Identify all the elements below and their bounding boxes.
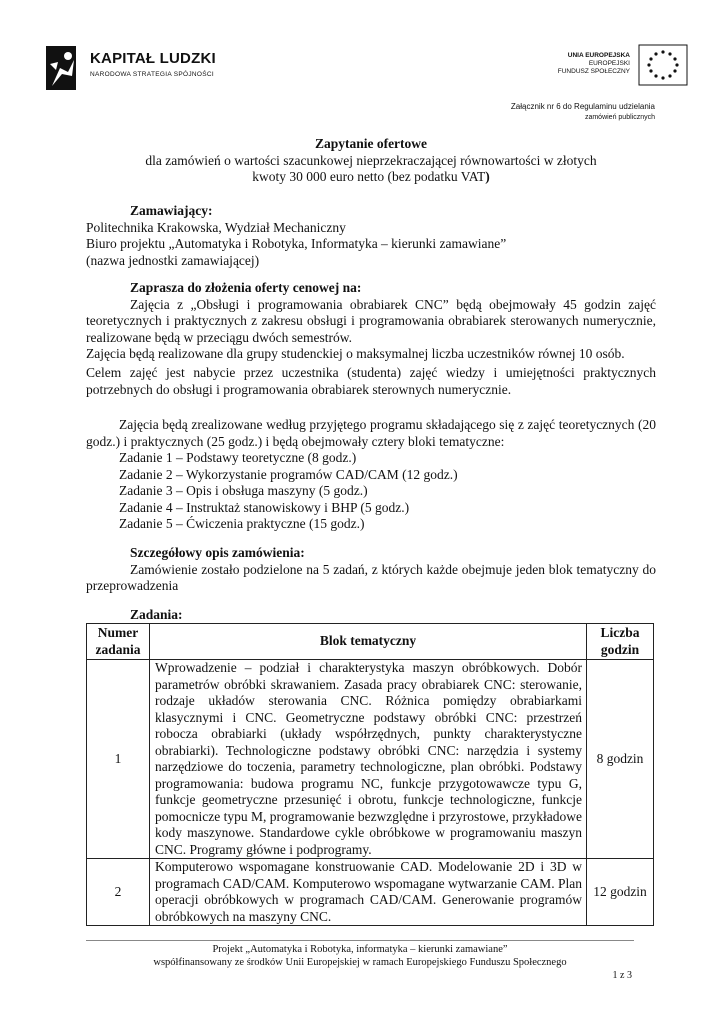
title-line-2: dla zamówień o wartości szacunkowej nieprzekraczającej równowartości w złotych: [145, 152, 597, 168]
client-heading: Zamawiający:: [130, 203, 213, 218]
row-description: Wprowadzenie – podział i charakterystyka maszyn obróbkowych. Dobór parametrów obróbki skrawaniem. Zasada pracy obrabiarek CNC: sterowanie, rodzaje układów sterowania CNC. Różnica pomiędzy obrabiarkami klasycznymi i CNC. Geometryczne podstawy obróbki CNC: przestrzeń robocza obrabiarki (układy współrzędnych, punkty charakterystyczne obrabiarki). Technologiczne podstawy obróbki CNC: narzędzia i systemy narzędziowe do toczenia, parametry technologiczne, plan obróbki. Podstawy programowania: budowa programu NC, funkcje przygotowawcze typu G, funkcje geometryczne przesunięć i obrotu, funkcje technologiczne, funkcje pomocnicze typu M, programowanie bezwzględne i przyrostowe, przykładowe kody maszynowe. Standardowe cykle obróbkowe w programowaniu maszyn CNC. Programy główne i podprogramy.: [150, 660, 587, 859]
table-header-row: [87, 624, 654, 660]
invitation-para-3: Celem zajęć jest nabycie przez uczestnika (studenta) zajęć wiedzy i umiejętności praktycznych potrzebnych do obsługi i programowania obrabiarek sterownych numerycznie.: [86, 365, 656, 397]
header-number-l2: zadania: [95, 641, 141, 657]
title-line-3-paren: ): [485, 169, 490, 184]
table-row: [87, 859, 654, 926]
program-task-item: Zadanie 2 – Wykorzystanie programów CAD/CAM (12 godz.): [119, 466, 458, 482]
header-hours-l2: godzin: [600, 641, 640, 657]
kapital-ludzki-title: KAPITAŁ LUDZKI: [90, 50, 216, 67]
program-task-item: Zadanie 5 – Ćwiczenia praktyczne (15 godz.): [119, 516, 365, 531]
annex-note: [511, 101, 655, 123]
annex-line-1: Załącznik nr 6 do Regulaminu udzielania: [510, 102, 655, 111]
row-hours: 8 godzin: [587, 660, 654, 859]
table-heading: Zadania:: [130, 607, 183, 622]
footer-line-2: współfinansowany ze środków Unii Europejskiej w ramach Europejskiego Funduszu Społecznego: [153, 957, 567, 968]
row-hours: 12 godzin: [587, 859, 654, 926]
client-section: [86, 203, 656, 269]
title-line-1: Zapytanie ofertowe: [314, 136, 428, 151]
program-section: [86, 417, 656, 533]
title-line-3-text: kwoty 30 000 euro netto (bez podatku VAT: [252, 169, 486, 184]
eu-line-3: FUNDUSZ SPOŁECZNY: [557, 68, 630, 75]
invitation-para-1: Zajęcia z „Obsługi i programowania obrabiarek CNC” będą obejmowały 45 godzin zajęć teoretycznych i praktycznych z zakresu obsługi i programowania obrabiarek sterowanych numerycznie, realizowane będą w przeciągu dwóch semestrów.: [86, 296, 656, 345]
header-hours-l1: Liczba: [600, 625, 640, 640]
kapital-ludzki-emblem-icon: [44, 42, 80, 92]
title-line-3: [86, 169, 656, 186]
tasks-table: [86, 623, 654, 926]
footer-divider: [86, 940, 634, 941]
eu-logo: [548, 44, 688, 92]
eu-line-2: EUROPEJSKI: [588, 60, 630, 67]
eu-flag-icon: [638, 44, 688, 86]
kapital-ludzki-subtitle: NARODOWA STRATEGIA SPÓJNOŚCI: [90, 71, 214, 78]
program-task-item: Zadanie 1 – Podstawy teoretyczne (8 godz.): [119, 450, 357, 465]
program-task-item: Zadanie 3 – Opis i obsługa maszyny (5 godz.): [119, 483, 368, 498]
client-line-2: Biuro projektu „Automatyka i Robotyka, Informatyka – kierunki zamawiane”: [86, 236, 507, 251]
footer-line-1: Projekt „Automatyka i Robotyka, informatyka – kierunki zamawiane”: [212, 944, 508, 955]
annex-line-2: zamówień publicznych: [584, 114, 655, 121]
table-row: [87, 660, 654, 859]
invitation-para-2: Zajęcia będą realizowane dla grupy studenckiej o maksymalnej liczba uczestników równej 10 osób.: [86, 346, 625, 361]
row-number: 1: [87, 660, 150, 859]
eu-logo-text: [558, 52, 630, 76]
eu-line-1: UNIA EUROPEJSKA: [567, 52, 630, 59]
invitation-heading: Zaprasza do złożenia oferty cenowej na:: [130, 280, 362, 295]
program-task-item: Zadanie 4 – Instruktaż stanowiskowy i BHP (5 godz.): [119, 499, 410, 515]
row-description: Komputerowo wspomagane konstruowanie CAD. Modelowanie 2D i 3D w programach CAD/CAM. Komputerowo wspomagane wytwarzanie CAM. Plan operacji obróbkowych w programach CAD/CAM. Generowanie programów obróbkowych na maszyny CNC.: [150, 859, 587, 926]
invitation-section: [86, 280, 656, 363]
header-hours: [587, 624, 654, 660]
details-heading: Szczegółowy opis zamówienia:: [130, 545, 305, 560]
footer: [86, 943, 634, 969]
program-intro: Zajęcia będą zrealizowane według przyjętego programu składającego się z zajęć teoretycznych (20 godz.) i praktycznych (25 godz.) i będą obejmowały cztery bloki tematyczne:: [86, 417, 656, 449]
client-line-1: Politechnika Krakowska, Wydział Mechaniczny: [86, 219, 346, 235]
program-task-list: [86, 450, 656, 533]
header-number: [87, 624, 150, 660]
page-number: 1 z 3: [612, 970, 632, 981]
row-number: 2: [87, 859, 150, 926]
details-section: [86, 545, 656, 595]
client-line-3: (nazwa jednostki zamawiającej): [86, 252, 260, 268]
document-title: [86, 136, 656, 186]
header-block: Blok tematyczny: [150, 624, 587, 660]
header-number-l1: Numer: [97, 625, 139, 640]
kapital-ludzki-logo: [44, 42, 224, 92]
details-text: Zamówienie zostało podzielone na 5 zadań, z których każde obejmuje jeden blok tematyczny do przeprowadzenia: [86, 561, 656, 593]
